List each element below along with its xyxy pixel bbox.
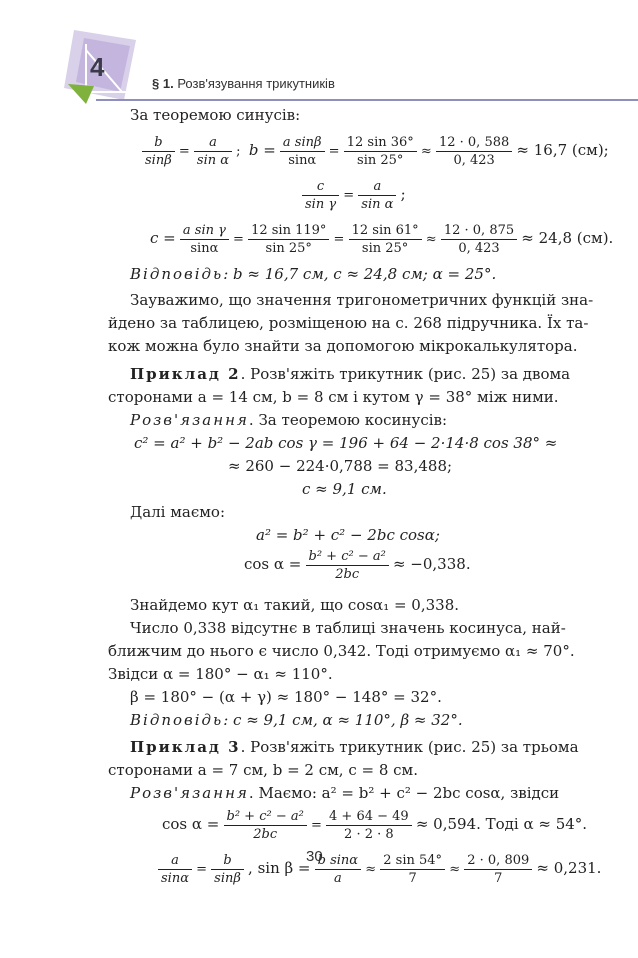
text-line: За теоремою синусів: (130, 106, 301, 124)
page-number-footer: 30 (306, 848, 323, 865)
approx: ≈ (420, 144, 432, 159)
frac-num: 4 + 64 − 49 (326, 808, 412, 826)
example-3-heading (130, 737, 579, 757)
frac-den: 7 (408, 871, 417, 886)
frac-num: 12 sin 36° (344, 134, 417, 152)
separator: ; (400, 185, 406, 203)
frac-num: 2 · 0, 809 (464, 852, 532, 870)
example-label: Приклад 3 (130, 738, 241, 756)
text-line: йдено за таблицею, розміщеною на с. 268 підручника. Їх та- (108, 314, 589, 332)
text-line: ближчим до нього є число 0,342. Тоді отримуємо α₁ ≈ 70°. (108, 642, 575, 660)
frac-num: 12 sin 61° (349, 222, 422, 240)
formula-cos-alpha (244, 548, 471, 583)
frac-num: a sin γ (180, 222, 229, 240)
answer-text: : b ≈ 16,7 см, c ≈ 24,8 см; α = 25°. (223, 265, 497, 283)
equals: = (233, 232, 244, 247)
frac-den: 2bc (335, 567, 360, 582)
frac-den: 2bc (253, 827, 278, 842)
frac-num: 12 · 0, 588 (436, 134, 512, 152)
equals: = (333, 232, 345, 247)
frac-den: sin α (196, 153, 230, 168)
equals: = (328, 144, 340, 159)
solution-label: Розв'язання (130, 784, 249, 802)
answer-label: Відповідь (130, 711, 224, 729)
section-header (152, 76, 335, 91)
solution-line (130, 783, 559, 803)
solution-text: . Маємо: a² = b² + c² − 2bc cosα, звідси (248, 784, 560, 802)
frac-den: 0, 423 (458, 241, 500, 256)
formula-line: a² = b² + c² − 2bc cosα; (256, 526, 440, 544)
equals: = (178, 144, 190, 159)
frac-den: sin 25° (265, 241, 312, 256)
text-line: кож можна було знайти за допомогою мікрокалькулятора. (108, 337, 578, 355)
frac-num: b² + c² − a² (224, 808, 307, 826)
formula-sine-b (142, 134, 609, 169)
formula-c-value (150, 222, 613, 257)
approx: ≈ (365, 862, 377, 877)
text-line: β = 180° − (α + γ) ≈ 180° − 148° = 32°. (130, 688, 442, 706)
section-number: § 1. (152, 76, 174, 91)
header-divider (96, 99, 638, 101)
formula-sin-beta (158, 852, 601, 887)
svg-text:4: 4 (90, 52, 105, 82)
result: ≈ −0,338. (392, 555, 471, 573)
frac-num: a (158, 852, 192, 870)
equals: = (310, 818, 322, 833)
frac-den: 2 · 2 · 8 (344, 827, 394, 842)
frac-num: b sinα (315, 852, 361, 870)
frac-num: b² + c² − a² (306, 548, 389, 566)
frac-den: 7 (494, 871, 503, 886)
example-label: Приклад 2 (130, 365, 241, 383)
frac-num: a (194, 134, 232, 152)
frac-den: sin γ (305, 197, 337, 212)
chapter-logo (64, 30, 138, 108)
text-line: сторонами a = 7 см, b = 2 см, c = 8 см. (108, 761, 418, 779)
frac-den: sin 25° (357, 153, 404, 168)
text-line: Знайдемо кут α₁ такий, що cosα₁ = 0,338. (130, 596, 460, 614)
frac-den: sinβ (145, 153, 172, 168)
text-line: сторонами a = 14 см, b = 8 см і кутом γ = 38° між ними. (108, 388, 559, 406)
formula-line: c ≈ 9,1 см. (302, 480, 387, 498)
frac-den: a (333, 871, 342, 886)
formula-line: ≈ 260 − 224·0,788 = 83,488; (228, 457, 453, 475)
example-2-heading (130, 364, 570, 384)
mid-text: , sin β = (248, 859, 311, 877)
result: ≈ 0,594. Тоді α ≈ 54°. (415, 815, 588, 833)
example-text: . Розв'яжіть трикутник (рис. 25) за двома (240, 365, 571, 383)
result: ≈ 24,8 (см). (521, 229, 614, 247)
frac-den: sinα (288, 153, 317, 168)
lhs: cos α = (162, 815, 220, 833)
separator: ; (236, 144, 241, 159)
formula-sine-c (302, 178, 406, 213)
frac-den: sinβ (214, 871, 241, 886)
example-text: . Розв'яжіть трикутник (рис. 25) за трьома (240, 738, 579, 756)
frac-den: sin 25° (361, 241, 409, 256)
answer-line (130, 710, 463, 730)
frac-num: 12 sin 119° (248, 222, 329, 240)
equals: = (196, 862, 208, 877)
frac-num: a sinβ (280, 134, 325, 152)
frac-den: 0, 423 (453, 153, 495, 168)
frac-num: a (358, 178, 396, 196)
c-equals: c = (150, 229, 176, 247)
formula-cos-alpha-3 (162, 808, 587, 843)
section-title: Розв'язування трикутників (177, 76, 335, 91)
approx: ≈ (449, 862, 461, 877)
solution-line (130, 410, 447, 430)
solution-text: . За теоремою косинусів: (248, 411, 448, 429)
answer-label: Відповідь (130, 265, 224, 283)
formula-line: c² = a² + b² − 2ab cos γ = 196 + 64 − 2·14·8 cos 38° ≈ (134, 434, 558, 452)
lhs: cos α = (244, 555, 302, 573)
approx: ≈ (425, 232, 437, 247)
text-line: Число 0,338 відсутнє в таблиці значень косинуса, най- (130, 619, 566, 637)
frac-num: b (142, 134, 175, 152)
frac-den: sinα (190, 241, 219, 256)
text-line: Зауважимо, що значення тригонометричних функцій зна- (130, 291, 594, 309)
frac-num: 12 · 0, 875 (441, 222, 517, 240)
result: ≈ 0,231. (536, 859, 602, 877)
result: ≈ 16,7 (см); (516, 141, 609, 159)
text-line: Звідси α = 180° − α₁ ≈ 110°. (108, 665, 333, 683)
answer-line (130, 264, 496, 284)
frac-num: b (211, 852, 244, 870)
frac-den: sin α (361, 197, 394, 212)
text-line: Далі маємо: (130, 503, 225, 521)
solution-label: Розв'язання (130, 411, 249, 429)
answer-text: : c ≈ 9,1 см, α ≈ 110°, β ≈ 32°. (223, 711, 463, 729)
frac-den: sinα (161, 871, 189, 886)
frac-num: 2 sin 54° (380, 852, 445, 870)
equals: = (343, 188, 355, 203)
frac-num: c (302, 178, 339, 196)
b-equals: b = (248, 141, 276, 159)
